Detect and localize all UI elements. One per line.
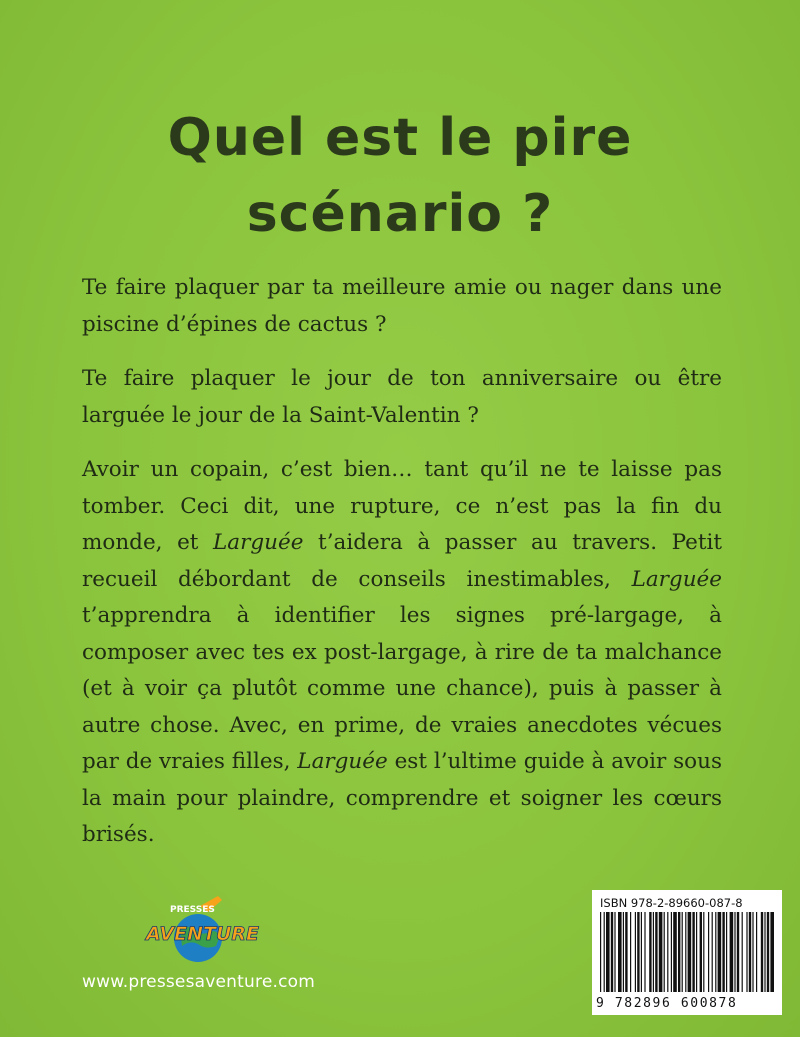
book-title: Larguée — [631, 566, 722, 592]
barcode-bar — [667, 912, 668, 992]
barcode-bar — [606, 912, 610, 992]
isbn-barcode — [592, 890, 782, 1015]
barcode-bars — [598, 912, 776, 994]
svg-text:PRESSES: PRESSES — [170, 905, 215, 915]
barcode-bar — [752, 912, 753, 992]
barcode-bar — [746, 912, 747, 992]
barcode-bar — [637, 912, 639, 992]
blurb-text: est l’ultime guide à avoir sous la main pour plaindre, comprendre et soigner les cœurs brisés. — [82, 749, 722, 847]
headline-line-2: scénario ? — [246, 184, 554, 244]
barcode-bar — [730, 912, 734, 992]
headline-line-1: Quel est le pire — [167, 108, 633, 168]
barcode-bar — [644, 912, 645, 992]
isbn-label: ISBN 978-2-89660-087-8 — [600, 896, 743, 910]
barcode-bar — [688, 912, 692, 992]
barcode-bar — [712, 912, 713, 992]
barcode-bar — [742, 912, 743, 992]
book-title: Larguée — [297, 749, 388, 774]
barcode-bar — [767, 912, 769, 992]
barcode-bar — [700, 912, 702, 992]
barcode-bar — [692, 912, 694, 992]
barcode-bar — [653, 912, 654, 992]
barcode-bar — [614, 912, 615, 992]
blurb-paragraph-1: Te faire plaquer par ta meilleure amie ou nager dans une piscine d’épines de cactus ? — [82, 275, 722, 337]
barcode-bar — [764, 912, 765, 992]
barcode-bar — [630, 912, 631, 992]
blurb-paragraph-3 — [82, 452, 722, 854]
blurb-paragraph-2: Te faire plaquer le jour de ton anniversaire ou être larguée le jour de la Saint-Valentin ? — [82, 366, 722, 428]
barcode-bar — [756, 912, 757, 992]
barcode-bar — [749, 912, 751, 992]
barcode-bar — [761, 912, 763, 992]
barcode-bar — [718, 912, 722, 992]
barcode-bar — [770, 912, 774, 992]
barcode-bar — [703, 912, 704, 992]
barcode-bar — [671, 912, 672, 992]
barcode-bar — [641, 912, 642, 992]
barcode-bar — [655, 912, 657, 992]
publisher-logo — [140, 890, 270, 970]
barcode-bar — [734, 912, 735, 992]
publisher-url: www.pressesaventure.com — [82, 972, 315, 992]
barcode-bar — [678, 912, 680, 992]
barcode-bar — [625, 912, 627, 992]
barcode-bar — [618, 912, 622, 992]
barcode-bar — [623, 912, 624, 992]
barcode-bar — [649, 912, 651, 992]
barcode-bar — [715, 912, 716, 992]
barcode-bar — [611, 912, 613, 992]
blurb — [82, 270, 722, 872]
svg-text:AVENTURE: AVENTURE — [146, 923, 259, 945]
barcode-bar — [708, 912, 709, 992]
barcode-bar — [664, 912, 665, 992]
barcode-bar — [659, 912, 663, 992]
barcode-bar — [696, 912, 697, 992]
barcode-bar — [635, 912, 636, 992]
blurb-text: t’aidera à passer au travers. Petit recueil débordant de conseils inestimables, — [82, 530, 722, 592]
blurb-text: t’apprendra à identifier les signes pré-largage, à composer avec tes ex post-largage, à rire de ta malchance (et à voir ça plutôt comme une chance), puis à passer à autre chose. Avec, en prime, de vraies anecdotes vécues par de vraies filles, — [82, 603, 722, 774]
globe-logo-icon — [140, 890, 270, 970]
barcode-digits: 9 782896 600878 — [596, 996, 738, 1011]
barcode-bar — [673, 912, 677, 992]
barcode-bar — [737, 912, 739, 992]
barcode-bar — [682, 912, 683, 992]
barcode-bar — [726, 912, 727, 992]
barcode-bar — [604, 912, 605, 992]
blurb-text: Avoir un copain, c’est bien… tant qu’il ne te laisse pas tomber. Ceci dit, une rupture, ce n’est pas la fin du monde, et — [82, 457, 722, 555]
barcode-bar — [685, 912, 686, 992]
headline — [0, 100, 800, 252]
barcode-bar — [722, 912, 724, 992]
book-title: Larguée — [213, 530, 304, 555]
barcode-bar — [600, 912, 601, 992]
